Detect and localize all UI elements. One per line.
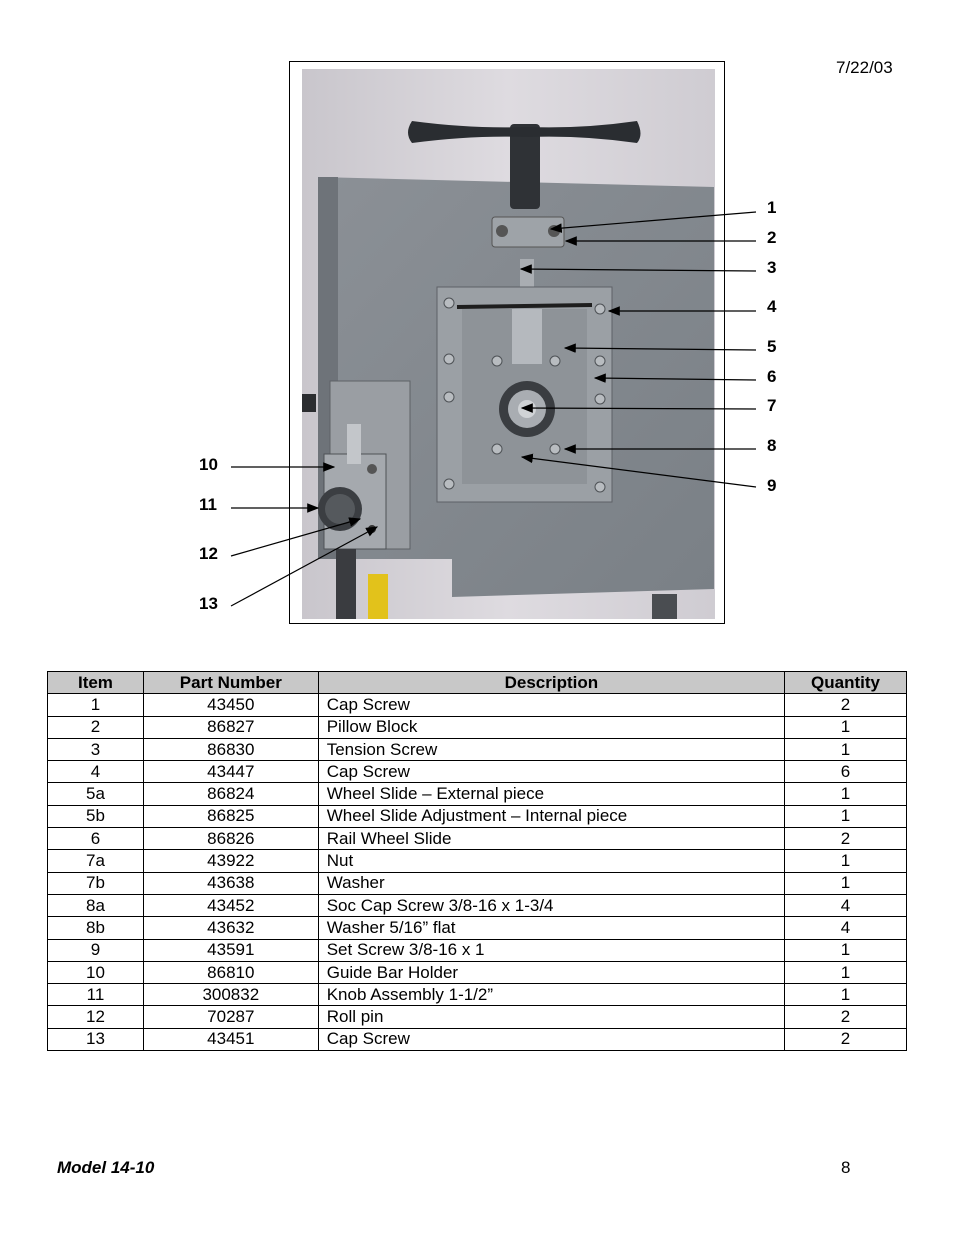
cell-item: 12 — [48, 1006, 144, 1028]
cell-item: 8b — [48, 917, 144, 939]
table-row — [48, 761, 907, 783]
header-part-number: Part Number — [143, 672, 318, 694]
callout-label-1: 1 — [767, 198, 777, 217]
parts-table — [47, 671, 907, 1051]
cell-part-number: 86810 — [143, 961, 318, 983]
cell-part-number: 86824 — [143, 783, 318, 805]
callout-label-4: 4 — [767, 297, 777, 316]
cell-description: Cap Screw — [318, 694, 784, 716]
page-date: 7/22/03 — [836, 58, 893, 77]
callout-label-6: 6 — [767, 367, 777, 386]
cell-quantity: 4 — [785, 894, 907, 916]
cell-item: 3 — [48, 738, 144, 760]
cell-item: 10 — [48, 961, 144, 983]
parts-table-body — [48, 694, 907, 1051]
cell-part-number: 43451 — [143, 1028, 318, 1050]
cell-item: 7b — [48, 872, 144, 894]
cell-item: 11 — [48, 984, 144, 1006]
cell-description: Wheel Slide – External piece — [318, 783, 784, 805]
table-row — [48, 894, 907, 916]
cell-description: Pillow Block — [318, 716, 784, 738]
callout-label-8: 8 — [767, 436, 777, 455]
callout-label-5: 5 — [767, 337, 777, 356]
cell-quantity: 4 — [785, 917, 907, 939]
cell-quantity: 1 — [785, 961, 907, 983]
cell-part-number: 43450 — [143, 694, 318, 716]
cell-description: Nut — [318, 850, 784, 872]
cell-quantity: 1 — [785, 939, 907, 961]
cell-quantity: 1 — [785, 984, 907, 1006]
table-row — [48, 917, 907, 939]
table-row — [48, 828, 907, 850]
table-row — [48, 961, 907, 983]
table-row — [48, 805, 907, 827]
table-row — [48, 694, 907, 716]
table-row — [48, 716, 907, 738]
cell-quantity: 2 — [785, 1028, 907, 1050]
callout-label-12: 12 — [199, 544, 218, 563]
cell-quantity: 6 — [785, 761, 907, 783]
cell-part-number: 86827 — [143, 716, 318, 738]
cell-quantity: 2 — [785, 1006, 907, 1028]
cell-item: 13 — [48, 1028, 144, 1050]
callout-label-13: 13 — [199, 594, 218, 613]
cell-quantity: 1 — [785, 872, 907, 894]
cell-part-number: 70287 — [143, 1006, 318, 1028]
cell-part-number: 43632 — [143, 917, 318, 939]
cell-item: 6 — [48, 828, 144, 850]
cell-item: 8a — [48, 894, 144, 916]
cell-part-number: 86826 — [143, 828, 318, 850]
cell-description: Cap Screw — [318, 761, 784, 783]
cell-part-number: 300832 — [143, 984, 318, 1006]
cell-description: Washer 5/16” flat — [318, 917, 784, 939]
machine-photo — [302, 69, 715, 619]
cell-quantity: 1 — [785, 805, 907, 827]
cell-description: Soc Cap Screw 3/8-16 x 1-3/4 — [318, 894, 784, 916]
cell-part-number: 43922 — [143, 850, 318, 872]
table-row — [48, 939, 907, 961]
cell-description: Tension Screw — [318, 738, 784, 760]
table-row — [48, 850, 907, 872]
cell-quantity: 1 — [785, 783, 907, 805]
cell-item: 5a — [48, 783, 144, 805]
callout-label-7: 7 — [767, 396, 777, 415]
cell-part-number: 43638 — [143, 872, 318, 894]
cell-part-number: 86830 — [143, 738, 318, 760]
cell-item: 7a — [48, 850, 144, 872]
parts-photo-frame — [289, 61, 725, 624]
cell-description: Guide Bar Holder — [318, 961, 784, 983]
cell-quantity: 1 — [785, 716, 907, 738]
cell-description: Set Screw 3/8-16 x 1 — [318, 939, 784, 961]
header-description: Description — [318, 672, 784, 694]
cell-quantity: 1 — [785, 850, 907, 872]
callout-label-2: 2 — [767, 228, 777, 247]
cell-part-number: 43452 — [143, 894, 318, 916]
page-number: 8 — [841, 1158, 851, 1177]
table-row — [48, 872, 907, 894]
cell-part-number: 43447 — [143, 761, 318, 783]
cell-quantity: 2 — [785, 694, 907, 716]
table-row — [48, 1006, 907, 1028]
header-quantity: Quantity — [785, 672, 907, 694]
cell-quantity: 2 — [785, 828, 907, 850]
callout-label-11: 11 — [199, 495, 217, 514]
cell-description: Washer — [318, 872, 784, 894]
table-row — [48, 984, 907, 1006]
cell-part-number: 43591 — [143, 939, 318, 961]
table-row — [48, 1028, 907, 1050]
cell-item: 1 — [48, 694, 144, 716]
cell-description: Knob Assembly 1-1/2” — [318, 984, 784, 1006]
cell-description: Cap Screw — [318, 1028, 784, 1050]
callout-label-3: 3 — [767, 258, 777, 277]
cell-quantity: 1 — [785, 738, 907, 760]
cell-description: Roll pin — [318, 1006, 784, 1028]
callout-label-10: 10 — [199, 455, 218, 474]
cell-item: 5b — [48, 805, 144, 827]
header-item: Item — [48, 672, 144, 694]
cell-description: Rail Wheel Slide — [318, 828, 784, 850]
cell-item: 9 — [48, 939, 144, 961]
table-row — [48, 738, 907, 760]
cell-item: 4 — [48, 761, 144, 783]
table-header-row — [48, 672, 907, 694]
cell-description: Wheel Slide Adjustment – Internal piece — [318, 805, 784, 827]
cell-part-number: 86825 — [143, 805, 318, 827]
cell-item: 2 — [48, 716, 144, 738]
footer-model: Model 14-10 — [57, 1158, 155, 1177]
callout-label-9: 9 — [767, 476, 777, 495]
table-row — [48, 783, 907, 805]
